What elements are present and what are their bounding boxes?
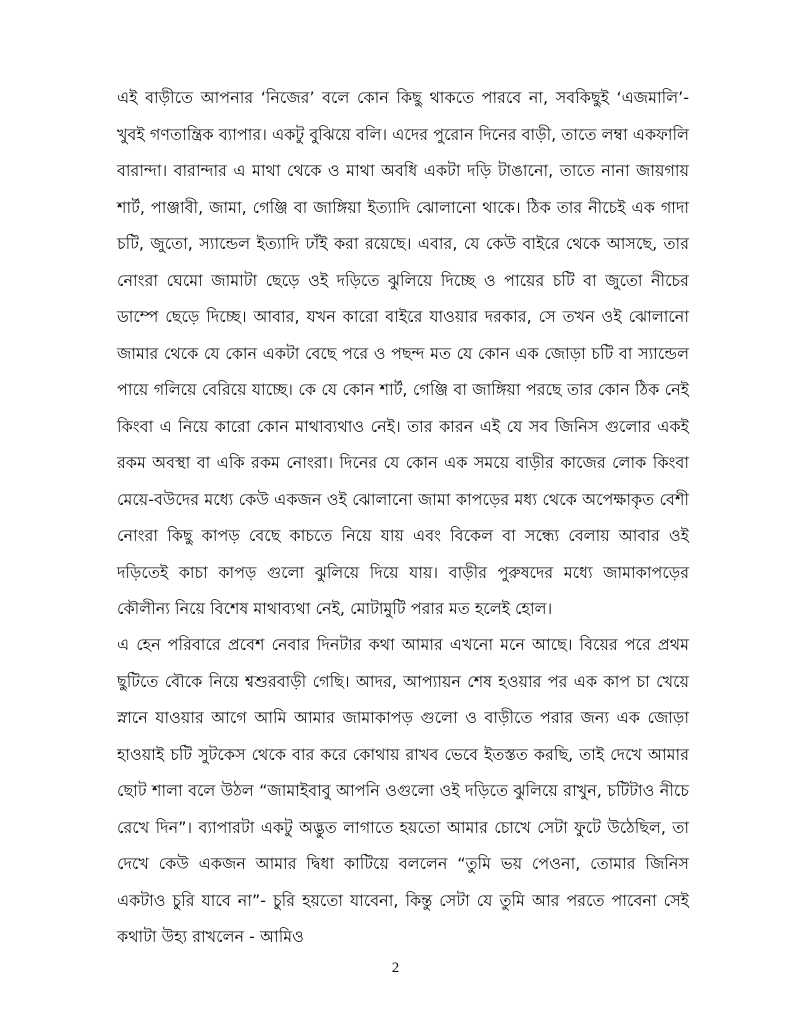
body-paragraph-1: এই বাড়ীতে আপনার ‘নিজের’ বলে কোন কিছু থাকতে পারবে না, সবকিছুই ‘এজমালি’-খুবই গণতান্ত্রিক ব্যাপার। একটু বুঝিয়ে বলি। এদের পুরোন দিনের বাড়ী, তাতে লম্বা একফালি বারান্দা। বারান্দার এ মাথা থেকে ও মাথা অবধি একটা দড়ি টাঙানো, তাতে নানা জায়গায় শার্ট, পাঞ্জাবী, জামা, গেঞ্জি বা জাঙ্গিয়া ইত্যাদি ঝোলানো থাকে। ঠিক তার নীচেই এক গাদা চটি, জুতো, স্যান্ডেল ইত্যাদি ঢাঁই করা রয়েছে। এবার, যে কেউ বাইরে থেকে আসছে, তার নোংরা ঘেমো জামাটা ছেড়ে ওই দড়িতে ঝুলিয়ে দিচ্ছে ও পায়ের চটি বা জুতো নীচের ডাম্পে ছেড়ে দিচ্ছে। আবার, যখন কারো বাইরে যাওয়ার দরকার, সে তখন ওই ঝোলানো জামার থেকে যে কোন একটা বেছে পরে ও পছন্দ মত যে কোন এক জোড়া চটি বা স্যান্ডেল পায়ে গলিয়ে বেরিয়ে যাচ্ছে। কে যে কোন শার্ট, গেঞ্জি বা জাঙ্গিয়া পরছে তার কোন ঠিক নেই কিংবা এ নিয়ে কারো কোন মাথাব্যথাও নেই। তার কারন এই যে সব জিনিস গুলোর একই রকম অবস্থা বা একি রকম নোংরা। দিনের যে কোন এক সময়ে বাড়ীর কাজের লোক কিংবা মেয়ে-বউদের মধ্যে কেউ একজন ওই ঝোলানো জামা কাপড়ের মধ্য থেকে অপেক্ষাকৃত বেশী নোংরা কিছু কাপড় বেছে কাচতে নিয়ে যায় এবং বিকেল বা সন্ধ্যে বেলায় আবার ওই দড়িতেই কাচা কাপড় গুলো ঝুলিয়ে দিয়ে যায়। বাড়ীর পুরুষদের মধ্যে জামাকাপড়ের কৌলীন্য নিয়ে বিশেষ মাথাব্যথা নেই, মোটামুটি পরার মত হলেই হোল। xyxy=(117,88,689,618)
page-number: 2 xyxy=(391,960,400,976)
body-paragraph-2: এ হেন পরিবারে প্রবেশ নেবার দিনটার কথা আমার এখনো মনে আছে। বিয়ের পরে প্রথম ছুটিতে বৌকে নিয়ে শ্বশুরবাড়ী গেছি। আদর, আপ্যায়ন শেষ হওয়ার পর এক কাপ চা খেয়ে স্নানে যাওয়ার আগে আমি আমার জামাকাপড় গুলো ও বাড়ীতে পরার জন্য এক জোড়া হাওয়াই চটি সুটকেস থেকে বার করে কোথায় রাখব ভেবে ইতস্তত করছি, তাই দেখে আমার ছোট শালা বলে উঠল “জামাইবাবু আপনি ওগুলো ওই দড়িতে ঝুলিয়ে রাখুন, চটিটাও নীচে রেখে দিন”। ব্যাপারটা একটু অদ্ভুত লাগাতে হয়তো আমার চোখে সেটা ফুটে উঠেছিল, তা দেখে কেউ একজন আমার দ্বিধা কাটিয়ে বললেন “তুমি ভয় পেওনা, তোমার জিনিস একটাও চুরি যাবে না”- চুরি হয়তো যাবেনা, কিন্তু সেটা যে তুমি আর পরতে পাবেনা সেই কথাটা উহ্য রাখলেন - আমিও xyxy=(117,635,689,946)
